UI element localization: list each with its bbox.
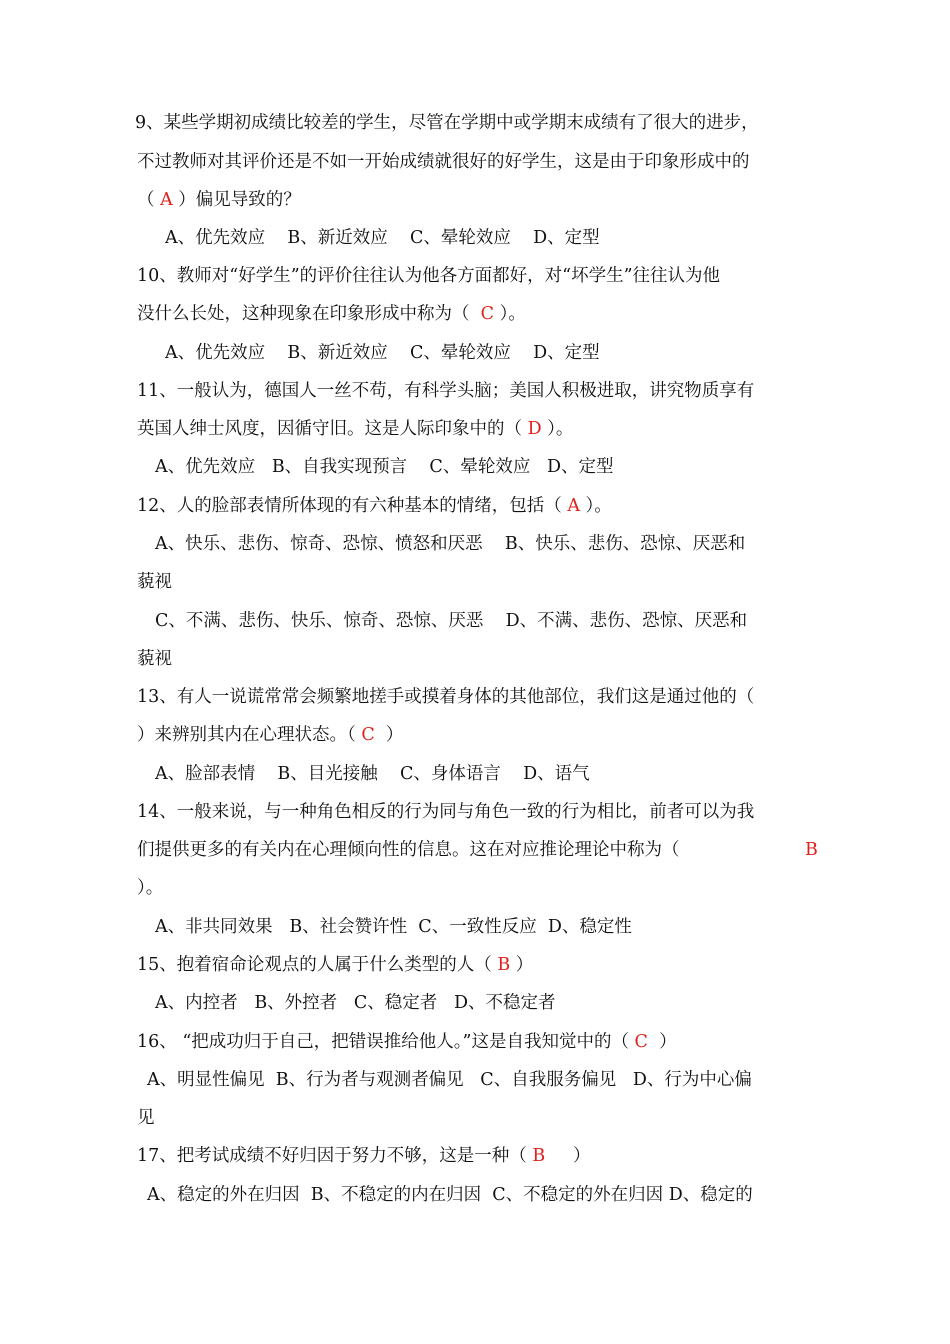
q15-line1 <box>137 946 533 984</box>
q12-option-line2: 藐视 <box>137 572 172 592</box>
q11-options: A、优先效应 B、自我实现预言 C、晕轮效应 D、定型 <box>155 457 614 477</box>
q17-paren-close: ） <box>545 1146 591 1166</box>
q10-line1: 10、教师对“好学生”的评价往往认为他各方面都好，对“坏学生”往往认为他 <box>137 266 721 286</box>
q9-line3 <box>137 181 301 219</box>
q16-paren-close: ） <box>647 1032 677 1052</box>
q17-answer: B <box>532 1146 546 1166</box>
q11-text: 英国人绅士风度，因循守旧。这是人际印象中的（ <box>137 419 528 439</box>
q10-line2 <box>137 295 526 333</box>
q12-text: 12、人的脸部表情所体现的有六种基本的情绪，包括（ <box>137 496 568 516</box>
q9-answer: A <box>160 190 173 210</box>
q13-line1: 13、有人一说谎常常会频繁地搓手或摸着身体的其他部位，我们这是通过他的（ <box>137 687 755 707</box>
q17-line1 <box>137 1137 591 1175</box>
q10-answer: C <box>480 304 495 324</box>
q15-paren-close: ） <box>510 955 534 975</box>
q12-option-line3: C、不满、悲伤、快乐、惊奇、恐惊、厌恶 D、不满、悲伤、恐惊、厌恶和 <box>155 611 748 631</box>
q13-text: ）来辨别其内在心理状态。（ <box>137 725 362 745</box>
q12-option-line4: 藐视 <box>137 649 172 669</box>
q10-options: A、优先效应 B、新近效应 C、晕轮效应 D、定型 <box>165 343 600 363</box>
q17-option-line1: A、稳定的外在归因 B、不稳定的内在归因 C、不稳定的外在归因 D、稳定的 <box>147 1185 753 1205</box>
q14-line1: 14、一般来说，与一种角色相反的行为同与角色一致的行为相比，前者可以为我 <box>137 802 755 822</box>
q11-line1: 11、一般认为，德国人一丝不苟，有科学头脑；美国人积极进取，讲究物质享有 <box>137 381 755 401</box>
q14-text: 们提供更多的有关内在心理倾向性的信息。这在对应推论理论中称为（ <box>137 840 691 860</box>
q16-text: 16、 “把成功归于自己，把错误推给他人。”这是自我知觉中的（ <box>137 1032 635 1052</box>
q16-answer: C <box>634 1032 648 1052</box>
q16-line1 <box>137 1023 677 1061</box>
q12-answer: A <box>567 496 580 516</box>
q14-line3: ）。 <box>137 878 164 898</box>
q13-answer: C <box>361 725 375 745</box>
q14-line2 <box>137 831 818 869</box>
q16-option-line1: A、明显性偏见 B、行为者与观测者偏见 C、自我服务偏见 D、行为中心偏 <box>147 1070 752 1090</box>
q9-paren-close: ）偏见导致的？ <box>172 190 301 210</box>
q11-paren-close: ）。 <box>541 419 574 439</box>
q9-options: A、优先效应 B、新近效应 C、晕轮效应 D、定型 <box>165 228 600 248</box>
q10-text: 没什么长处，这种现象在印象形成中称为（ <box>137 304 481 324</box>
q14-options: A、非共同效果 B、社会赞许性 C、一致性反应 D、稳定性 <box>155 917 632 937</box>
q11-line2 <box>137 410 573 448</box>
q14-answer: B <box>805 840 818 860</box>
q15-text: 15、抱着宿命论观点的人属于什么类型的人（ <box>137 955 498 975</box>
q9-line2: 不过教师对其评价还是不如一开始成绩就很好的好学生，这是由于印象形成中的 <box>137 152 750 172</box>
q13-options: A、脸部表情 B、目光接触 C、身体语言 D、语气 <box>155 764 590 784</box>
q12-paren-close: ）。 <box>579 496 612 516</box>
q9-paren-open: （ <box>137 190 161 210</box>
q15-answer: B <box>497 955 511 975</box>
q11-answer: D <box>527 419 542 439</box>
q17-text: 17、把考试成绩不好归因于努力不够，这是一种（ <box>137 1146 533 1166</box>
q16-option-line2: 见 <box>137 1108 155 1128</box>
q15-options: A、内控者 B、外控者 C、稳定者 D、不稳定者 <box>155 993 556 1013</box>
q12-option-line1: A、快乐、悲伤、惊奇、恐惊、愤怒和厌恶 B、快乐、悲伤、恐惊、厌恶和 <box>155 534 746 554</box>
q12-line1 <box>137 487 612 525</box>
q13-paren-close: ） <box>374 725 404 745</box>
q13-line2 <box>137 716 403 754</box>
q9-line1: 9、某些学期初成绩比较差的学生，尽管在学期中或学期末成绩有了很大的进步， <box>135 113 759 133</box>
q10-paren-close: ）。 <box>494 304 526 324</box>
